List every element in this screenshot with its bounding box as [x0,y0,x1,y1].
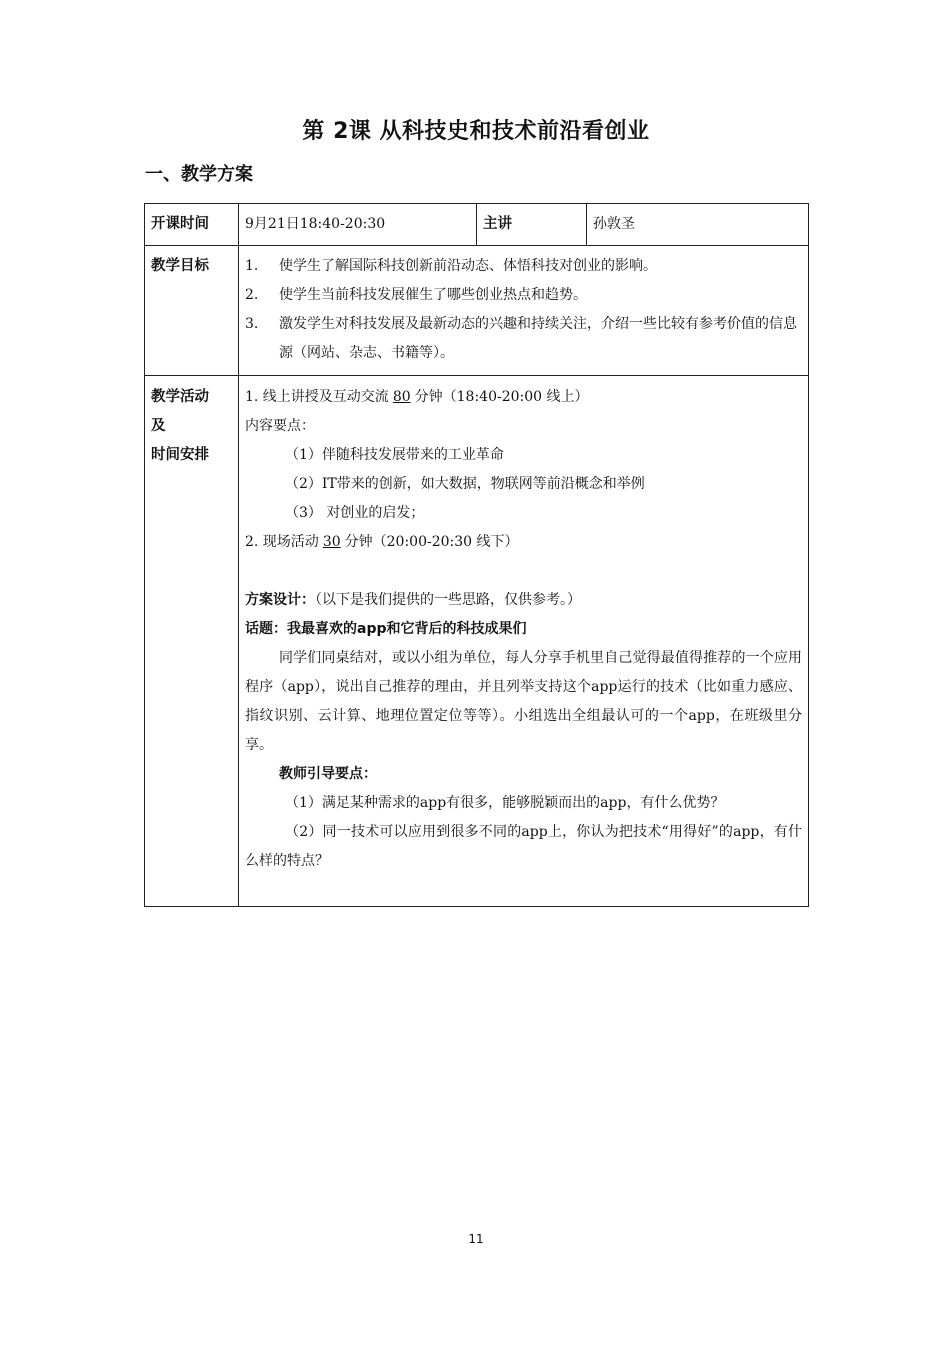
activity-label-line: 教学活动 [151,389,209,405]
goal-text: 使学生当前科技发展催生了哪些创业热点和趋势。 [279,287,587,303]
activity-label-line: 及 [151,418,166,434]
goal-number: 2. [245,287,259,303]
activity-row [145,376,809,907]
content-point: （2）IT带来的创新，如大数据，物联网等前沿概念和举例 [285,476,645,492]
activity-label [145,376,239,907]
time-label: 开课时间 [145,204,239,246]
design-label: 方案设计： [245,592,315,608]
page-number: 11 [468,1232,484,1246]
activity-description: 同学们同桌结对，或以小组为单位，每人分享手机里自己觉得最值得推荐的一个应用程序（app），说出自己推荐的理由，并且列举支持这个app运行的技术（比如重力感应、指纹识别、云计算、地理位置定位等等）。小组选出全组最认可的一个app，在班级里分享。 [245,650,802,753]
section-heading: 一、教学方案 [145,164,253,185]
goal-item [245,252,802,281]
teacher-tip: （2）同一技术可以应用到很多不同的app上，你认为把技术“用得好”的app，有什么样的特点？ [245,824,802,869]
content-point: （3） 对创业的启发； [285,505,425,521]
online-session-suffix: 分钟（18:40-20:00 线上） [414,389,589,405]
goal-item [245,310,802,368]
goal-text: 激发学生对科技发展及最新动态的兴趣和持续关注，介绍一些比较有参考价值的信息源（网站、杂志、书籍等）。 [279,316,797,361]
activity-content [239,376,809,907]
onsite-session-line [245,528,802,557]
onsite-session-suffix: 分钟（20:00-20:30 线下） [344,534,519,550]
topic-line [245,615,802,644]
goal-number: 1. [245,258,259,274]
goals-content [239,246,809,376]
onsite-session-minutes: 30 [322,534,341,550]
content-points-label: 内容要点： [245,418,315,434]
lecturer-label: 主讲 [477,204,587,246]
activity-label-line: 时间安排 [151,447,209,463]
time-value: 9月21日18:40-20:30 [239,204,477,246]
lesson-plan-table [144,203,809,907]
goal-number: 3. [245,316,259,332]
spacer [245,557,802,586]
goals-row [145,246,809,376]
lecturer-value: 孙敦圣 [587,204,809,246]
onsite-session-prefix: 2. 现场活动 [245,534,319,550]
topic-text: 我最喜欢的app和它背后的科技成果们 [287,621,527,637]
topic-label: 话题： [245,621,287,637]
goals-label: 教学目标 [145,246,239,376]
page-title: 第 2课 从科技史和技术前沿看创业 [302,119,650,144]
online-session-line [245,383,802,412]
goal-text: 使学生了解国际科技创新前沿动态、体悟科技对创业的影响。 [279,258,657,274]
schedule-row [145,204,809,246]
design-line [245,586,802,615]
online-session-prefix: 1. 线上讲授及互动交流 [245,389,389,405]
teacher-tip: （1）满足某种需求的app有很多，能够脱颖而出的app，有什么优势？ [285,795,725,811]
design-note: （以下是我们提供的一些思路，仅供参考。） [315,592,581,608]
goal-item [245,281,802,310]
content-point: （1）伴随科技发展带来的工业革命 [285,447,504,463]
teacher-tips-heading: 教师引导要点： [279,766,377,782]
online-session-minutes: 80 [392,389,411,405]
